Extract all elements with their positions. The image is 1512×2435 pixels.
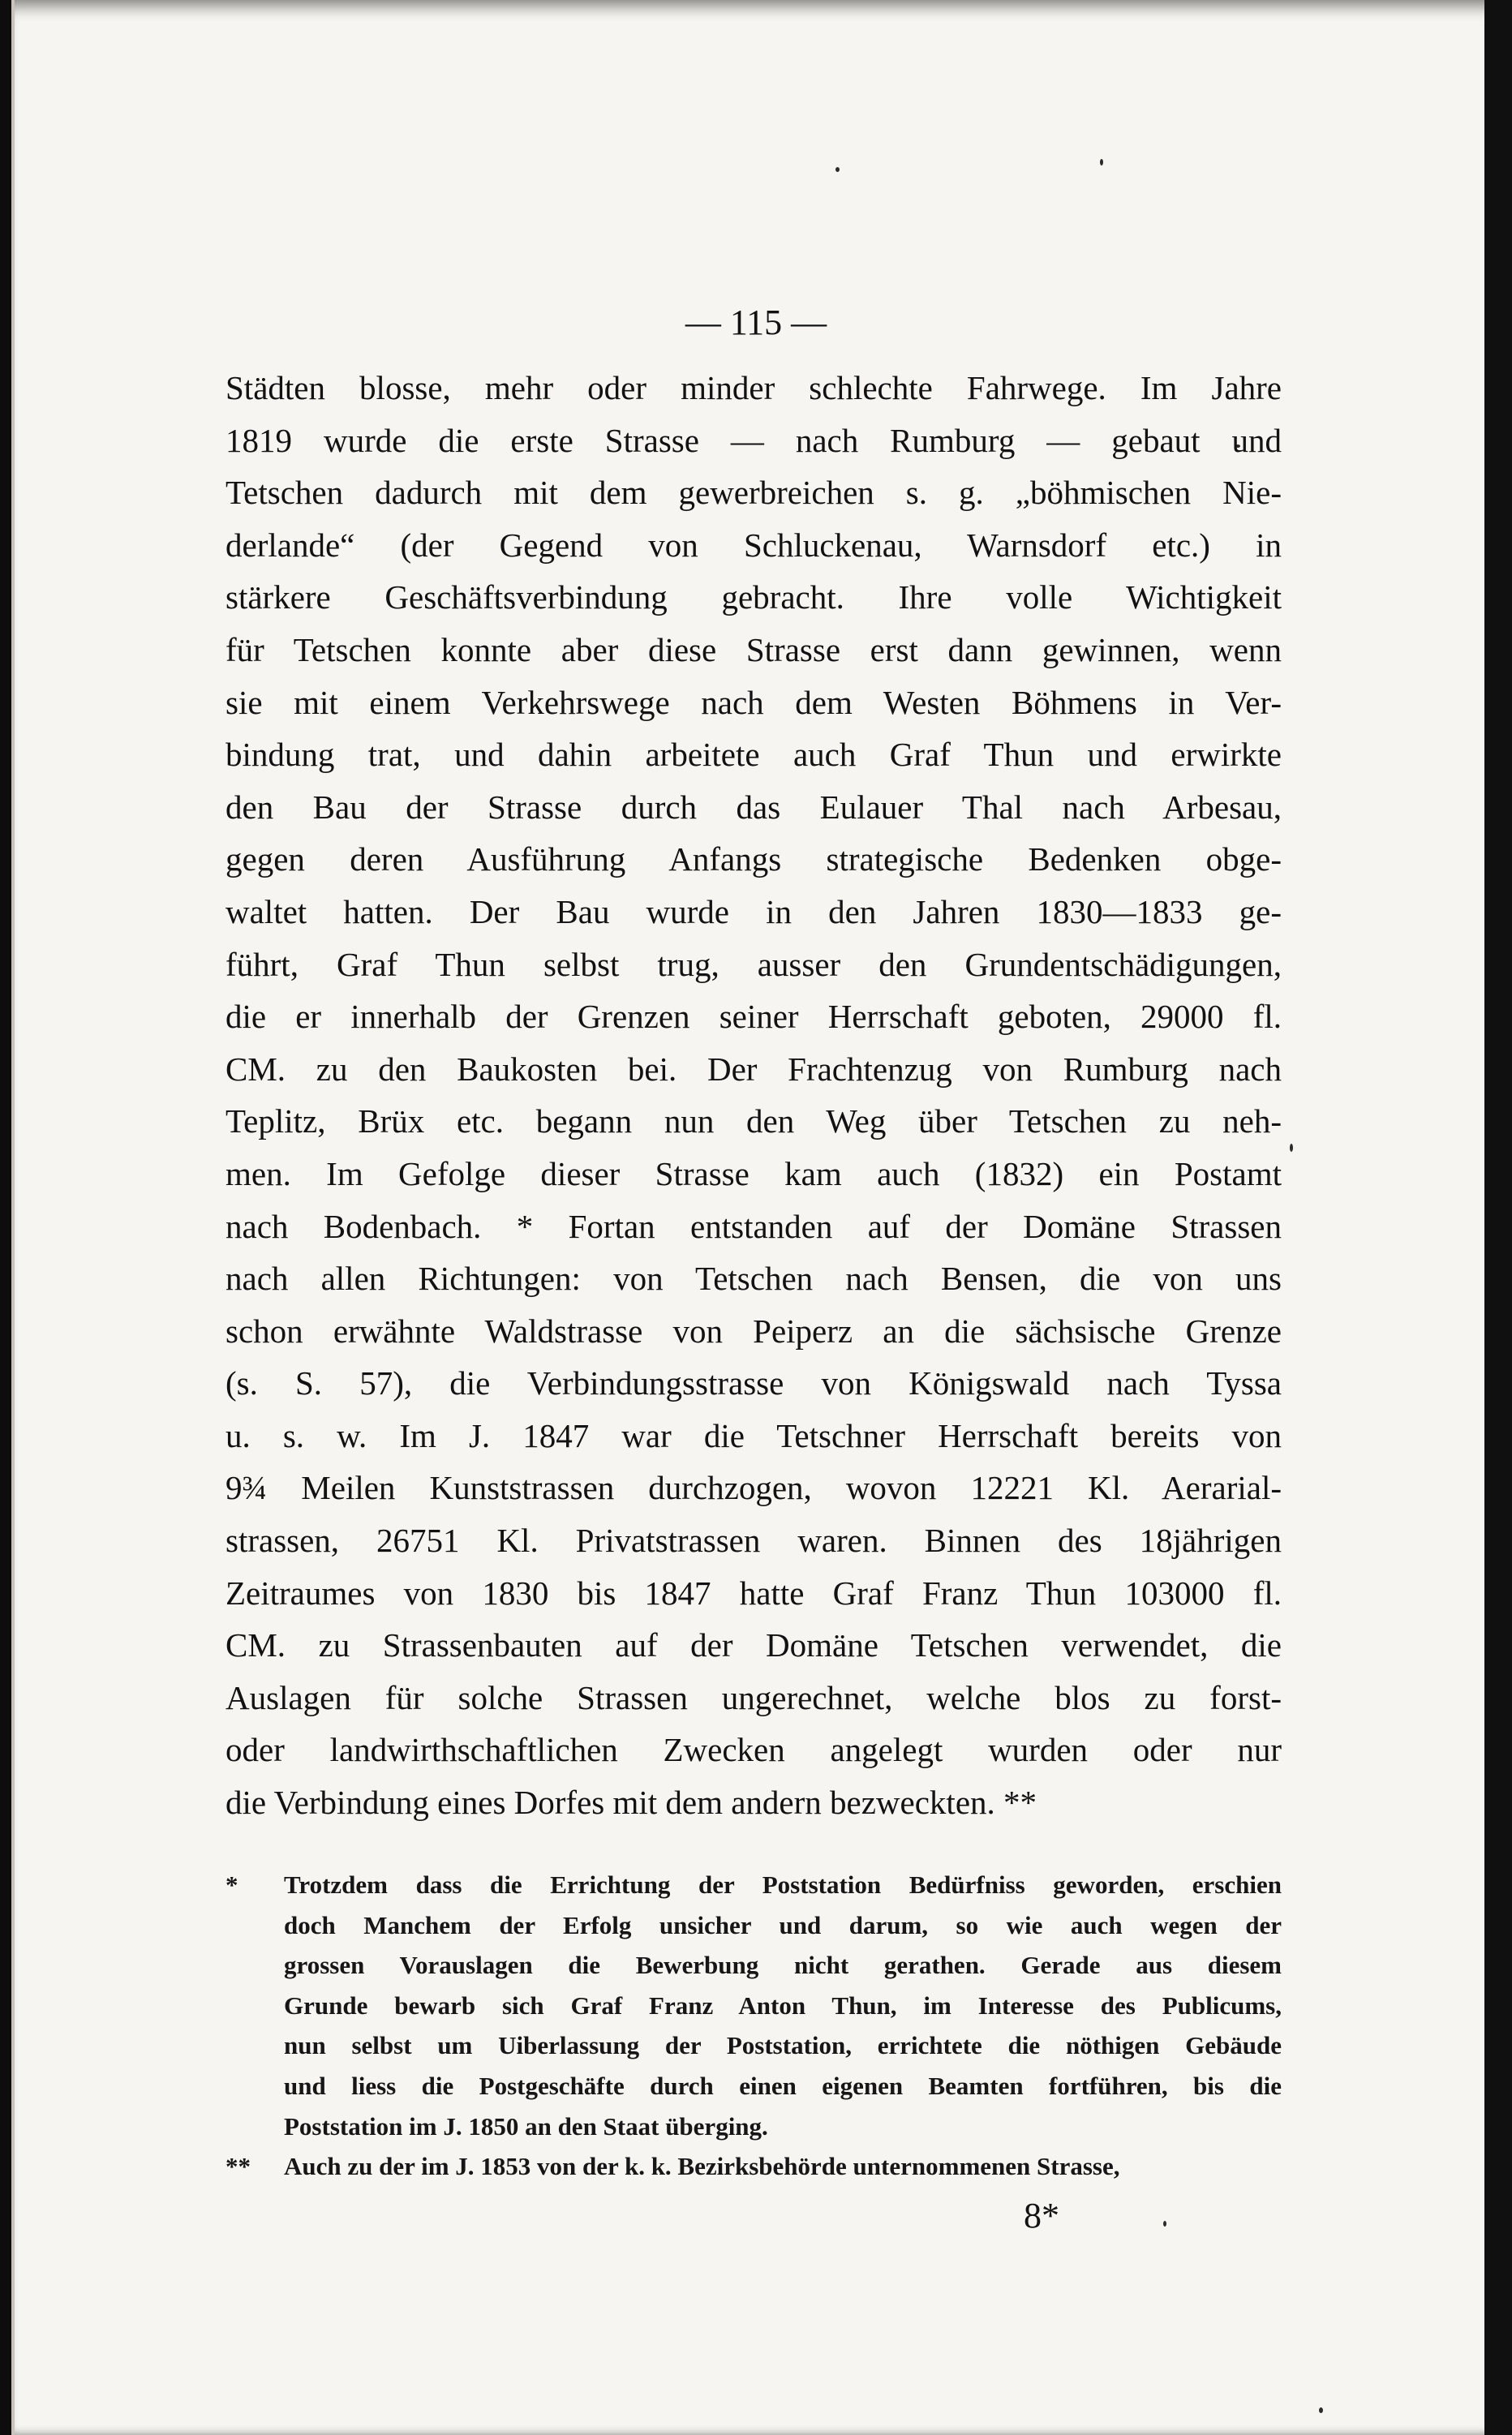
scan-speck [835, 167, 840, 172]
scan-speck [1290, 1144, 1293, 1152]
body-line: u. s. w. Im J. 1847 war die Tetschner Herrschaft bereits von [226, 1416, 1282, 1454]
body-line: Teplitz, Brüx etc. begann nun den Weg über Tetschen zu neh- [226, 1102, 1282, 1140]
footnote-text: Grunde bewarb sich Graf Franz Anton Thun, im Interesse des Publicums, [284, 1991, 1282, 2020]
footnote-line [284, 1986, 1282, 2026]
body-line: den Bau der Strasse durch das Eulauer Thal nach Arbesau, [226, 788, 1282, 826]
body-line: Tetschen dadurch mit dem gewerbreichen s. g. „böhmischen Nie- [226, 474, 1282, 512]
body-line: (s. S. 57), die Verbindungsstrasse von Königswald nach Tyssa [226, 1364, 1282, 1402]
body-line: derlande“ (der Gegend von Schluckenau, Warnsdorf etc.) in [226, 526, 1282, 564]
scan-speck [1163, 2221, 1166, 2227]
footnote-line [284, 2025, 1282, 2066]
page-number: — 115 — [685, 303, 827, 342]
body-line: führt, Graf Thun selbst trug, ausser den Grundentschädigungen, [226, 945, 1282, 983]
scan-left-edge [0, 0, 15, 2435]
scan-speck [1100, 159, 1103, 165]
footnote-text: grossen Vorauslagen die Bewerbung nicht gerathen. Gerade aus diesem [284, 1951, 1282, 1980]
body-line: men. Im Gefolge dieser Strasse kam auch (1832) ein Postamt [226, 1154, 1282, 1192]
scan-right-edge [1484, 0, 1512, 2435]
footnote-text: Poststation im J. 1850 an den Staat überging. [284, 2111, 768, 2141]
body-line: für Tetschen konnte aber diese Strasse erst dann gewinnen, wenn [226, 630, 1282, 668]
footnote-marker: ** [226, 2152, 251, 2181]
body-line: CM. zu Strassenbauten auf der Domäne Tetschen verwendet, die [226, 1626, 1282, 1664]
footnotes [226, 1865, 1282, 2187]
signature-mark: 8* [1024, 2196, 1059, 2235]
body-line: Zeitraumes von 1830 bis 1847 hatte Graf Franz Thun 103000 fl. [226, 1574, 1282, 1612]
body-line: die Verbindung eines Dorfes mit dem andern bezweckten. ** [226, 1784, 1037, 1822]
body-line: 9¾ Meilen Kunststrassen durchzogen, wovon 12221 Kl. Aerarial- [226, 1469, 1282, 1507]
footnote-line [284, 1945, 1282, 1986]
body-line: bindung trat, und dahin arbeitete auch Graf Thun und erwirkte [226, 736, 1282, 774]
body-line: 1819 wurde die erste Strasse — nach Rumburg — gebaut und [226, 421, 1282, 459]
body-line: Auslagen für solche Strassen ungerechnet, welche blos zu forst- [226, 1678, 1282, 1716]
body-line: schon erwähnte Waldstrasse von Peiperz an die sächsische Grenze [226, 1312, 1282, 1350]
footnote-line [226, 1865, 1282, 1905]
footnote-text: doch Manchem der Erfolg unsicher und darum, so wie auch wegen der [284, 1910, 1282, 1939]
body-line: stärkere Geschäftsverbindung gebracht. Ihre volle Wichtigkeit [226, 578, 1282, 616]
footnote-text: Trotzdem dass die Errichtung der Poststation Bedürfniss geworden, erschien [284, 1870, 1282, 1899]
footnote-text: Auch zu der im J. 1853 von der k. k. Bezirksbehörde unternommenen Strasse, [284, 2152, 1120, 2181]
footnote-text: und liess die Postgeschäfte durch einen eigenen Beamten fortführen, bis die [284, 2071, 1282, 2100]
body-text [226, 362, 1282, 1829]
body-line: die er innerhalb der Grenzen seiner Herrschaft geboten, 29000 fl. [226, 998, 1282, 1036]
footnote-line [226, 2146, 1282, 2187]
footnote-line [284, 2106, 1282, 2147]
body-line: sie mit einem Verkehrswege nach dem Westen Böhmens in Ver- [226, 683, 1282, 721]
footnote-marker: * [226, 1870, 238, 1899]
footnote-line [284, 2066, 1282, 2106]
body-line: nach Bodenbach. * Fortan entstanden auf der Domäne Strassen [226, 1207, 1282, 1245]
body-line: strassen, 26751 Kl. Privatstrassen waren. Binnen des 18jährigen [226, 1522, 1282, 1560]
body-line: oder landwirthschaftlichen Zwecken angelegt wurden oder nur [226, 1731, 1282, 1769]
body-line: waltet hatten. Der Bau wurde in den Jahren 1830—1833 ge- [226, 892, 1282, 930]
footnote-line [284, 1905, 1282, 1946]
body-line: CM. zu den Baukosten bei. Der Frachtenzug von Rumburg nach [226, 1050, 1282, 1088]
body-line: nach allen Richtungen: von Tetschen nach Bensen, die von uns [226, 1260, 1282, 1298]
body-line: Städten blosse, mehr oder minder schlechte Fahrwege. Im Jahre [226, 369, 1282, 406]
body-line: gegen deren Ausführung Anfangs strategische Bedenken obge- [226, 840, 1282, 878]
footnote-text: nun selbst um Uiberlassung der Poststation, errichtete die nöthigen Gebäude [284, 2031, 1282, 2060]
scan-speck [1319, 2407, 1323, 2413]
